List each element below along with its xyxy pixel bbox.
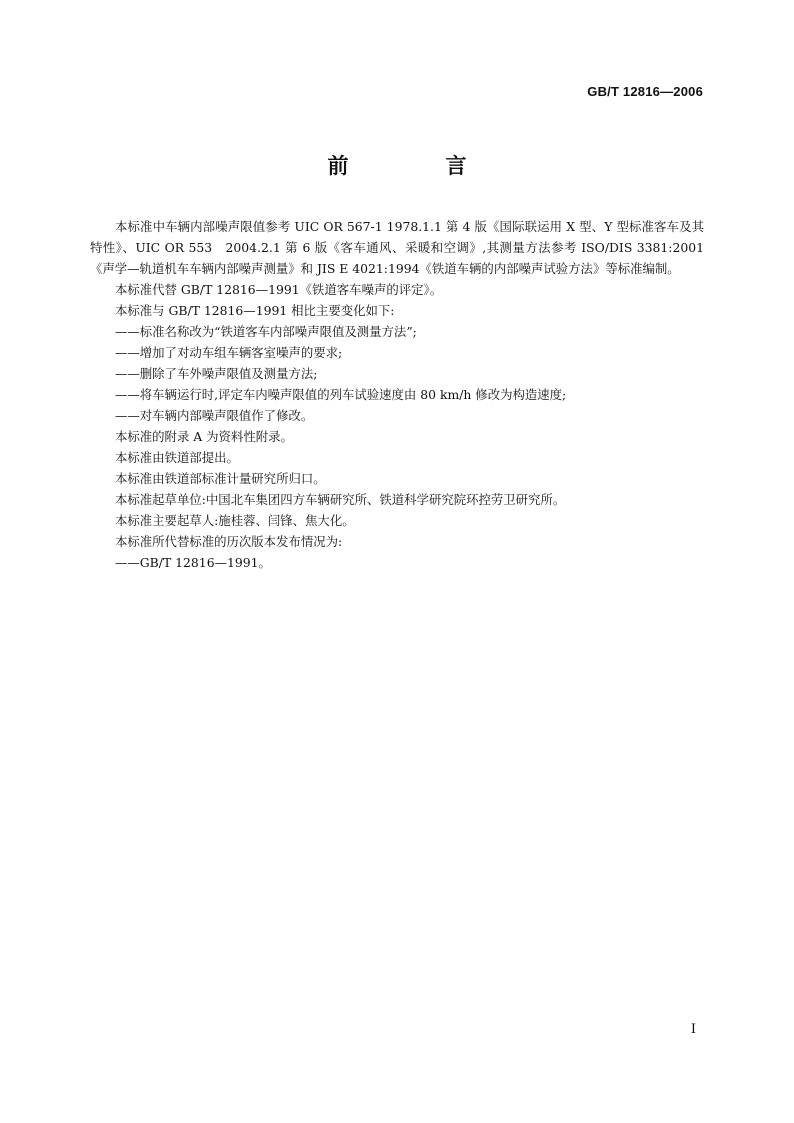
paragraph-centralized-by: 本标准由铁道部标准计量研究所归口。 xyxy=(115,471,326,486)
change-item-limits: ——对车辆内部噪声限值作了修改。 xyxy=(115,408,314,423)
change-item-emu: ——增加了对动车组车辆客室噪声的要求; xyxy=(115,345,343,360)
paragraph-references: 本标准中车辆内部噪声限值参考 UIC OR 567-1 1978.1.1 第 4 版《国际联运用 X 型、Y 型标准客车及其特性》、UIC OR 553 2004.2.1 第 6 版《客车通风、采暖和空调》,其测量方法参考 ISO/DIS 3381:2001《声学—轨道机车车辆内部噪声测量》和 JIS E 4021:1994《铁道车辆的内部噪声试验方法》等标准编制。 xyxy=(90,219,704,276)
foreword-body xyxy=(90,216,704,573)
history-item: ——GB/T 12816—1991。 xyxy=(115,555,271,570)
page-title: 前 言 xyxy=(327,154,505,178)
paragraph-changes-intro: 本标准与 GB/T 12816—1991 相比主要变化如下: xyxy=(115,303,395,318)
paragraph-drafters: 本标准主要起草人:施桂蓉、闫锋、焦大化。 xyxy=(115,513,355,528)
change-item-title: ——标准名称改为“铁道客车内部噪声限值及测量方法”; xyxy=(115,324,417,339)
paragraph-history-intro: 本标准所代替标准的历次版本发布情况为: xyxy=(115,534,343,549)
page-number: I xyxy=(690,1022,696,1037)
paragraph-proposed-by: 本标准由铁道部提出。 xyxy=(115,450,239,465)
paragraph-replaces: 本标准代替 GB/T 12816—1991《铁道客车噪声的评定》。 xyxy=(115,282,443,297)
paragraph-drafting-units: 本标准起草单位:中国北车集团四方车辆研究所、铁道科学研究院环控劳卫研究所。 xyxy=(115,492,566,507)
standard-code: GB/T 12816—2006 xyxy=(587,84,703,99)
change-item-exterior: ——删除了车外噪声限值及测量方法; xyxy=(115,366,318,381)
paragraph-annex: 本标准的附录 A 为资料性附录。 xyxy=(115,429,293,444)
change-item-speed: ——将车辆运行时,评定车内噪声限值的列车试验速度由 80 km/h 修改为构造速度; xyxy=(115,387,567,402)
